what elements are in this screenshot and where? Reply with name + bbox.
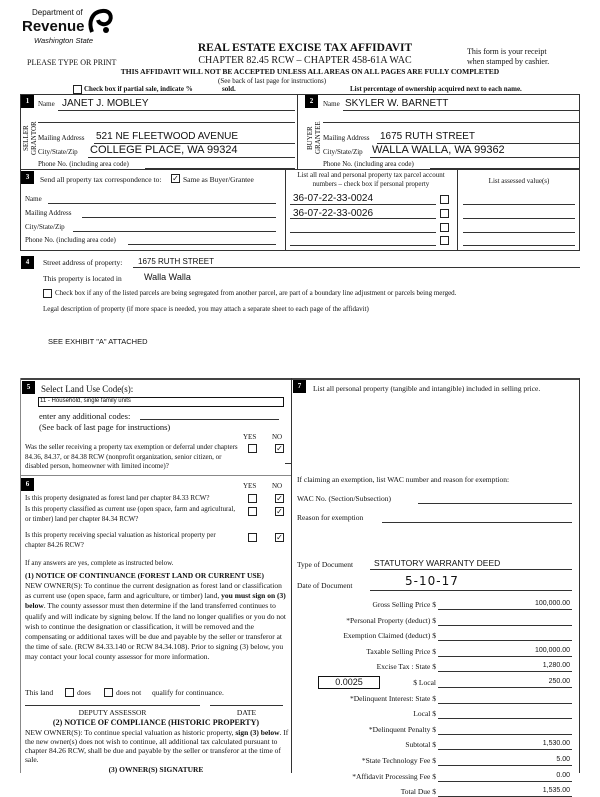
exemption-no-checkbox[interactable]: ✓ [276, 444, 283, 453]
amount-label: *State Technology Fee $ [361, 756, 436, 765]
reason-label: Reason for exemption [297, 513, 364, 522]
segregated-label: Check box if any of the listed parcels are being segregated from another parcel, are part of a boundary line adjustment or parcels being merged. [55, 289, 457, 297]
additional-codes-field[interactable] [140, 419, 279, 420]
doc-date-field[interactable]: 5-10-17 [405, 574, 459, 588]
doc-date-label: Date of Document [297, 581, 353, 590]
segregated-checkbox[interactable] [43, 289, 52, 298]
seller-address-field[interactable]: 521 NE FLEETWOOD AVENUE [96, 131, 239, 142]
amount-value[interactable]: 100,000.00 [534, 600, 570, 607]
street-field[interactable]: 1675 RUTH STREET [138, 257, 215, 266]
amount-label: Subtotal $ [405, 740, 436, 750]
corr-name-label: Name [25, 195, 42, 203]
street-label: Street address of property: [43, 258, 123, 267]
amount-value[interactable]: 1,535.00 [542, 787, 570, 795]
land-use-see-back: (See back of last page for instructions) [39, 422, 171, 432]
assessed-header: List assessed value(s) [488, 177, 550, 185]
yes-header: YES [243, 433, 257, 441]
exemption-label: If claiming an exemption, list WAC number and reason for exemption: [297, 475, 510, 484]
amount-line [438, 625, 572, 626]
assessed-value-field[interactable] [463, 204, 575, 205]
section-1-badge: 1 [21, 95, 34, 108]
buyer-address-label: Mailing Address [323, 134, 370, 142]
additional-codes-label: enter any additional codes: [39, 411, 131, 421]
parcel-number-field[interactable] [290, 232, 436, 233]
amount-line [438, 687, 572, 688]
amount-label: *Delinquent Interest: State $ [349, 693, 436, 703]
amount-label: *Affidavit Processing Fee $ [352, 771, 436, 781]
amount-value[interactable]: 5.00 [556, 756, 570, 763]
corr-city-field[interactable] [73, 231, 276, 232]
does-checkbox[interactable] [65, 688, 74, 697]
buyer-phone-field[interactable] [430, 168, 579, 169]
notice1-text-bold: you must sign on (3) below [25, 591, 286, 611]
partial-sale-label: Check box if partial sale, indicate % [84, 85, 193, 93]
seller-name-label: Name [38, 100, 55, 108]
forest-yes-checkbox[interactable] [248, 494, 257, 503]
deputy-label: DEPUTY ASSESSOR [78, 708, 147, 717]
amount-label: Total Due $ [400, 787, 436, 797]
does-not-checkbox[interactable] [104, 688, 113, 697]
section-4-badge: 4 [21, 256, 34, 269]
personal-property-checkbox[interactable] [440, 236, 449, 245]
buyer-name-field[interactable]: SKYLER W. BARNETT [345, 98, 449, 109]
amount-line [438, 718, 572, 719]
personal-property-checkbox[interactable] [440, 195, 449, 204]
section-7-badge: 7 [293, 380, 306, 393]
partial-sale-checkbox[interactable] [73, 85, 82, 94]
amount-line [438, 609, 572, 610]
section-5-badge: 5 [22, 381, 35, 394]
notice2-text [25, 728, 289, 764]
local-rate-field[interactable]: 0.0025 [335, 677, 363, 687]
section-3-badge: 3 [21, 171, 34, 184]
if-yes-note: If any answers are yes, complete as instructed below. [25, 559, 174, 567]
assessed-value-field[interactable] [463, 245, 575, 246]
logo-mark-icon [86, 8, 114, 36]
notice1-text [25, 581, 289, 663]
amount-value[interactable]: 0.00 [556, 771, 570, 779]
does-label: does [77, 688, 91, 697]
seller-side-label: SELLER GRANTOR [22, 121, 38, 155]
logo-state: Washington State [34, 36, 94, 45]
parcel-number-field[interactable] [290, 245, 436, 246]
wac-field[interactable] [418, 503, 572, 504]
signature-title: (3) OWNER(S) SIGNATURE [108, 765, 204, 774]
amount-value[interactable]: 1,280.00 [542, 662, 570, 670]
exemption-yes-checkbox[interactable] [248, 444, 257, 453]
corr-name-field[interactable] [48, 203, 276, 204]
doc-type-label: Type of Document [297, 560, 354, 569]
logo-name: Revenue [22, 18, 85, 35]
notice1-text-b: . The county assessor must then determine if the land transferred continues to qualify and will indicate by signing below. If the land no longer qualifies or you do not wish to continue the designation or classification, it will be removed and the compensating or additional taxes will be due and payable by the seller or transferor at the time of sale. (RCW 84.33.140 or RCW 84.34.108). Prior to signing (3) below, you may contact your local county assessor for more information. [25, 601, 286, 662]
does-not-label: does not [116, 688, 142, 697]
section-6-badge: 6 [21, 478, 34, 491]
parcel-header: List all real and personal property tax parcel account numbers – check box if personal property [297, 171, 445, 188]
buyer-city-field[interactable]: WALLA WALLA, WA 99362 [372, 144, 505, 156]
notice2-text-bold: sign (3) below [235, 728, 280, 737]
amount-label: *Delinquent Penalty $ [368, 724, 436, 734]
notice2-title: (2) NOTICE OF COMPLIANCE (HISTORIC PROPERTY) [52, 718, 260, 727]
parcel-number[interactable]: 36-07-22-33-0024 [293, 193, 374, 204]
chapter-line: CHAPTER 82.45 RCW – CHAPTER 458-61A WAC [198, 55, 412, 66]
reason-field[interactable] [382, 522, 572, 523]
divider [297, 94, 298, 170]
buyer-name-line2[interactable] [323, 122, 579, 123]
buyer-address-field[interactable]: 1675 RUTH STREET [380, 131, 476, 142]
amount-line [438, 640, 572, 641]
receipt-line1: This form is your receipt [467, 47, 547, 56]
seller-city-label: City/State/Zip [38, 148, 78, 156]
amount-line [438, 703, 572, 704]
current-use-question: Is this property classified as current use (open space, farm and agricultural, or timber) land per chapter 84.34 RCW? [25, 505, 236, 523]
seller-address-label: Mailing Address [38, 134, 85, 142]
corr-phone-field[interactable] [128, 244, 276, 245]
seller-name-line2[interactable] [38, 122, 295, 123]
amount-line [438, 671, 572, 672]
logo-line1: Department of [32, 8, 83, 17]
historic-question: Is this property receiving special valuation as historical property per chapter 84.26 RCW? [25, 531, 216, 549]
divider [20, 169, 580, 170]
sold-label: sold. [222, 85, 236, 93]
amount-label: Excise Tax : State $ [376, 662, 436, 672]
warning-line: THIS AFFIDAVIT WILL NOT BE ACCEPTED UNLESS ALL AREAS ON ALL PAGES ARE FULLY COMPLETED [120, 67, 500, 76]
current-use-yes-checkbox[interactable] [248, 507, 257, 516]
located-field[interactable]: Walla Walla [144, 272, 191, 282]
personal-property-checkbox[interactable] [440, 209, 449, 218]
corr-city-label: City/State/Zip [25, 223, 65, 231]
located-label: This property is located in [43, 274, 122, 283]
amount-label: Local $ [413, 678, 436, 687]
buyer-name-label: Name [323, 100, 340, 108]
notice1-text-a: NEW OWNER(S): To continue the current designation as forest land or classification as current use (open space, farm and agriculture, or timber) land, [25, 581, 282, 601]
buyer-city-label: City/State/Zip [323, 148, 363, 156]
personal-property-label: List all personal property (tangible and intangible) included in selling price. [313, 384, 541, 393]
same-as-buyer-checkbox[interactable]: ✓ [172, 174, 179, 183]
buyer-phone-label: Phone No. (including area code) [323, 160, 414, 168]
amount-line [438, 781, 572, 782]
see-back: (See back of last page for instructions) [218, 77, 327, 85]
amount-label: Taxable Selling Price $ [366, 646, 436, 656]
doc-type-field[interactable]: STATUTORY WARRANTY DEED [374, 558, 501, 568]
corr-phone-label: Phone No. (including area code) [25, 236, 116, 244]
deputy-date-line[interactable] [210, 705, 283, 706]
parcel-number[interactable]: 36-07-22-33-0026 [293, 208, 374, 219]
section-2-badge: 2 [305, 95, 318, 108]
amount-value[interactable]: 250.00 [548, 678, 570, 685]
amount-value[interactable]: 100,000.00 [534, 646, 570, 654]
assessed-value-field[interactable] [463, 232, 575, 233]
this-land-label: This land [25, 688, 54, 697]
amount-label: Local $ [413, 709, 436, 719]
buyer-side-label: BUYER GRANTEE [306, 121, 322, 155]
yes-header: YES [243, 482, 257, 490]
land-use-label: Select Land Use Code(s): [41, 384, 134, 394]
date-label: DATE [236, 708, 257, 717]
exemption-question: Was the seller receiving a property tax exemption or deferral under chapters 84.36, 84.37, or 84.38 RCW (nonprofit organization, senior citizen, or disabled person, homeowner with limited income)? [25, 443, 238, 470]
notice1-title: (1) NOTICE OF CONTINUANCE (FOREST LAND OR CURRENT USE) [25, 571, 265, 580]
seller-city-field[interactable]: COLLEGE PLACE, WA 99324 [90, 144, 238, 156]
seller-phone-label: Phone No. (including area code) [38, 160, 129, 168]
assessed-value-field[interactable] [463, 218, 575, 219]
notice2-text-a: NEW OWNER(S): To continue special valuation as historic property, [25, 728, 234, 737]
corr-address-field[interactable] [82, 217, 276, 218]
amount-label: Gross Selling Price $ [372, 600, 436, 609]
seller-phone-field[interactable] [145, 168, 295, 169]
personal-property-checkbox[interactable] [440, 223, 449, 232]
amount-line [438, 734, 572, 735]
please-type: PLEASE TYPE OR PRINT [27, 58, 117, 67]
amount-label: *Personal Property (deduct) $ [346, 615, 436, 625]
legal-description[interactable]: SEE EXHIBIT "A" ATTACHED [48, 337, 148, 346]
amount-label: Exemption Claimed (deduct) $ [343, 631, 436, 641]
amount-line [438, 656, 572, 657]
historic-yes-checkbox[interactable] [248, 533, 257, 542]
no-header: NO [272, 482, 283, 490]
qualify-label: qualify for continuance. [152, 688, 224, 697]
wac-label: WAC No. (Section/Subsection) [297, 494, 391, 503]
no-header: NO [272, 433, 283, 441]
seller-name-field[interactable]: JANET J. MOBLEY [62, 98, 149, 109]
amount-line [438, 765, 572, 766]
corr-address-label: Mailing Address [25, 209, 72, 217]
land-use-select[interactable]: 11 - Household, single family units [40, 398, 131, 404]
ownership-note: List percentage of ownership acquired next to each name. [350, 85, 522, 93]
current-use-no-checkbox[interactable]: ✓ [276, 507, 283, 516]
correspondence-label: Send all property tax correspondence to: [40, 175, 162, 184]
receipt-line2: when stamped by cashier. [467, 57, 550, 66]
deputy-signature-line[interactable] [25, 705, 200, 706]
forest-question: Is this property designated as forest land per chapter 84.33 RCW? [25, 494, 210, 502]
historic-no-checkbox[interactable]: ✓ [276, 533, 283, 542]
forest-no-checkbox[interactable]: ✓ [276, 494, 283, 503]
legal-label: Legal description of property (if more space is needed, you may attach a separate sheet to each page of the affidavit) [43, 305, 369, 313]
amount-line [438, 749, 572, 750]
same-as-buyer-label: Same as Buyer/Grantee [183, 175, 254, 184]
notice2-text-b: . If the new owner(s) does not wish to continue, all additional tax calculated pursuant to chapter 84.26 RCW, shall be due and payable by the seller or transferor at the time of sale. [25, 728, 289, 764]
form-title: REAL ESTATE EXCISE TAX AFFIDAVIT [197, 42, 413, 54]
amount-value[interactable]: 1,530.00 [542, 740, 570, 748]
